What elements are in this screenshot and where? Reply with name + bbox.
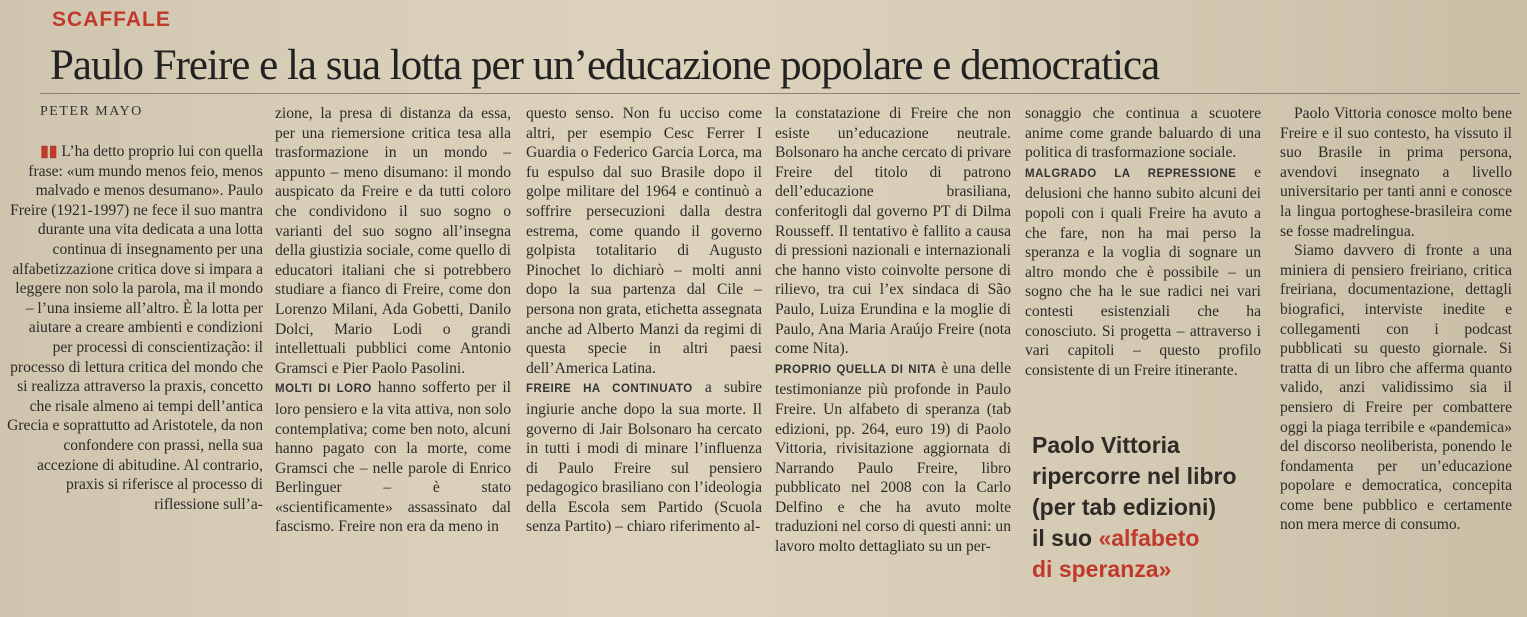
- pull-quote-line: [1032, 523, 1272, 554]
- paragraph-text: hanno sofferto per il loro pensiero e la vita attiva, non solo contemplativa; come ben noto, alcuni hanno pagato con la morte, come Gramsci che – nelle parole di Enrico Berlinguer – è stato «scientificamente» assassinato dal fascismo. Freire non era da meno in: [275, 379, 511, 536]
- paragraph-text: a subire ingiurie anche dopo la sua morte. Il governo di Jair Bolsonaro ha cercato in tutti i modi di minare l’influenza di Paulo Freire sul pensiero pedagogico brasiliano con l’ideologia della Escola sem Partido (Scuola senza Partito) – chiaro riferimento al-: [526, 379, 763, 536]
- pull-quote-highlight: «alfabeto: [1098, 525, 1200, 551]
- run-in-heading: MALGRADO LA REPRESSIONE: [1025, 167, 1237, 180]
- headline: Paulo Freire e la sua lotta per un’educazione popolare e democratica: [50, 42, 1160, 89]
- article-column-4: [775, 104, 1011, 557]
- paragraph: [1025, 163, 1261, 381]
- paragraph-text: è una delle testimonianze più profonde in Paulo Freire. Un alfabeto di speranza (tab edizioni, pp. 264, euro 19) di Paolo Vittoria, rivisitazione aggiornata di Narrando Paulo Freire, libro pubblicato nel 2008 con la Carlo Delfino e che ha avuto molte traduzioni nel corso di questi anni: un lavoro molto dettagliato su un per-: [775, 359, 1011, 556]
- paragraph: la constatazione di Freire che non esiste un’educazione neutrale. Bolsonaro ha anche cercato di privare Freire del titolo di patrono dell’educazione brasiliana, conferitogli dal governo PT di Dilma Rousseff. Il tentativo è fallito a causa di pressioni nazionali e internazionali che hanno visto coinvolte persone di rilievo, tra cui l’ex sindaca di São Paulo, Luiza Erundina e la moglie di Paulo, Ana Maria Araújo Freire (nota come Nita).: [775, 105, 1011, 358]
- paragraph: questo senso. Non fu ucciso come altri, per esempio Cesc Ferrer I Guardia o Federico Garcia Lorca, ma fu espulso dal suo Brasile dopo il golpe militare del 1964 e continuò a soffrire persecuzioni dalla destra estrema, come quando il governo golpista totalitario di Augusto Pinochet lo dichiarò – molti anni dopo la sua partenza dal Cile – persona non grata, etichetta assegnata anche ad Alberto Manzi da regimi di questa specie in altri paesi dell’America Latina.: [526, 105, 762, 377]
- paragraph: [775, 359, 1011, 557]
- run-in-heading: PROPRIO QUELLA DI NITA: [775, 363, 937, 376]
- article-column-3: [526, 104, 762, 537]
- paragraph: [526, 378, 762, 537]
- paragraph: Paolo Vittoria conosce molto bene Freire e il suo contesto, ha vissuto il suo Brasile in prima persona, avendovi insegnato a livello universitario per tanti anni e conosce la lingua portoghese-brasileira come se fosse madrelingua.: [1280, 105, 1512, 240]
- lead-text: L’ha detto proprio lui con quella frase: «um mundo menos feio, menos malvado e menos desumano». Paulo Freire (1921-1997) ne fece il suo mantra durante una vita dedicata a una lotta continua di insegnamento per una alfabetizzazione critica dove si impara a leggere non solo la parola, ma il mondo – l’una insieme all’altro. È la lotta per aiutare a creare ambienti e condizioni per processi di conscientização: il processo di lettura critica del mondo che si realizza attraverso la praxis, concetto che risale almeno ai tempi dell’antica Grecia e soprattutto ad Aristotele, da non confondere con prassi, nella sua accezione di abitudine. Al contrario, praxis si riferisce al processo di riflessione sull’a-: [7, 143, 263, 513]
- pull-quote-line: Paolo Vittoria: [1032, 432, 1180, 458]
- paragraph: sonaggio che continua a scuotere anime come grande baluardo di una politica di trasformazione sociale.: [1025, 105, 1261, 162]
- run-in-heading: MOLTI DI LORO: [275, 383, 372, 396]
- lead-paragraph: [5, 142, 263, 514]
- pull-quote: [1032, 430, 1272, 585]
- paragraph: Siamo davvero di fronte a una miniera di pensiero freiriano, critica freiriana, documentazione, dettagli biografici, interviste inedite e collegamenti con i podcast pubblicati su questo giornale. Si tratta di un libro che afferma quanto valido, anzi validissimo sia il pensiero di Freire per combattere oggi la piaga terribile e «pandemica» del discorso neoliberista, ponendo le fondamenta per un’educazione popolare e democratica, concepita come bene pubblico e certamente non mera merce di consumo.: [1280, 242, 1512, 534]
- paragraph: zione, la presa di distanza da essa, per una riemersione critica tesa alla trasformazione in un mondo – appunto – meno disumano: il mondo auspicato da Freire e da tutti coloro che condividono il suo sogno o varianti del suo sogno all’insegna della giustizia sociale, come quello di educatori italiani che si potrebbero studiare a fianco di Freire, come don Lorenzo Milani, Ada Gobetti, Danilo Dolci, Mario Lodi o grandi intellettuali pubblici come Antonio Gramsci e Pier Paolo Pasolini.: [275, 105, 511, 377]
- pull-quote-text: il suo: [1032, 525, 1099, 551]
- pull-quote-line: (per tab edizioni): [1032, 494, 1216, 520]
- article-column-5: [1025, 104, 1261, 380]
- run-in-heading: FREIRE HA CONTINUATO: [526, 383, 693, 396]
- article-column-1: [5, 142, 263, 514]
- paragraph-text: e delusioni che hanno subito alcuni dei popoli con i quali Freire ha avuto a che fare, non ha mai perso la speranza e la voglia di sognare un altro mondo che è possibile – un sogno che ha le sue radici nei vari contesti esistenziali che ha conosciuto. Si progetta – attraverso i vari capitoli – questo profilo consistente di un Freire itinerante.: [1025, 163, 1261, 379]
- section-label: SCAFFALE: [52, 8, 171, 31]
- byline: PETER MAYO: [40, 104, 143, 119]
- headline-rule: [40, 93, 1520, 94]
- article-column-6: [1280, 104, 1512, 535]
- pull-quote-line: ripercorre nel libro: [1032, 463, 1237, 489]
- lead-mark-icon: ▮▮: [40, 143, 58, 160]
- article-column-2: [275, 104, 511, 537]
- paragraph: [275, 378, 511, 537]
- pull-quote-line: di speranza»: [1032, 556, 1172, 582]
